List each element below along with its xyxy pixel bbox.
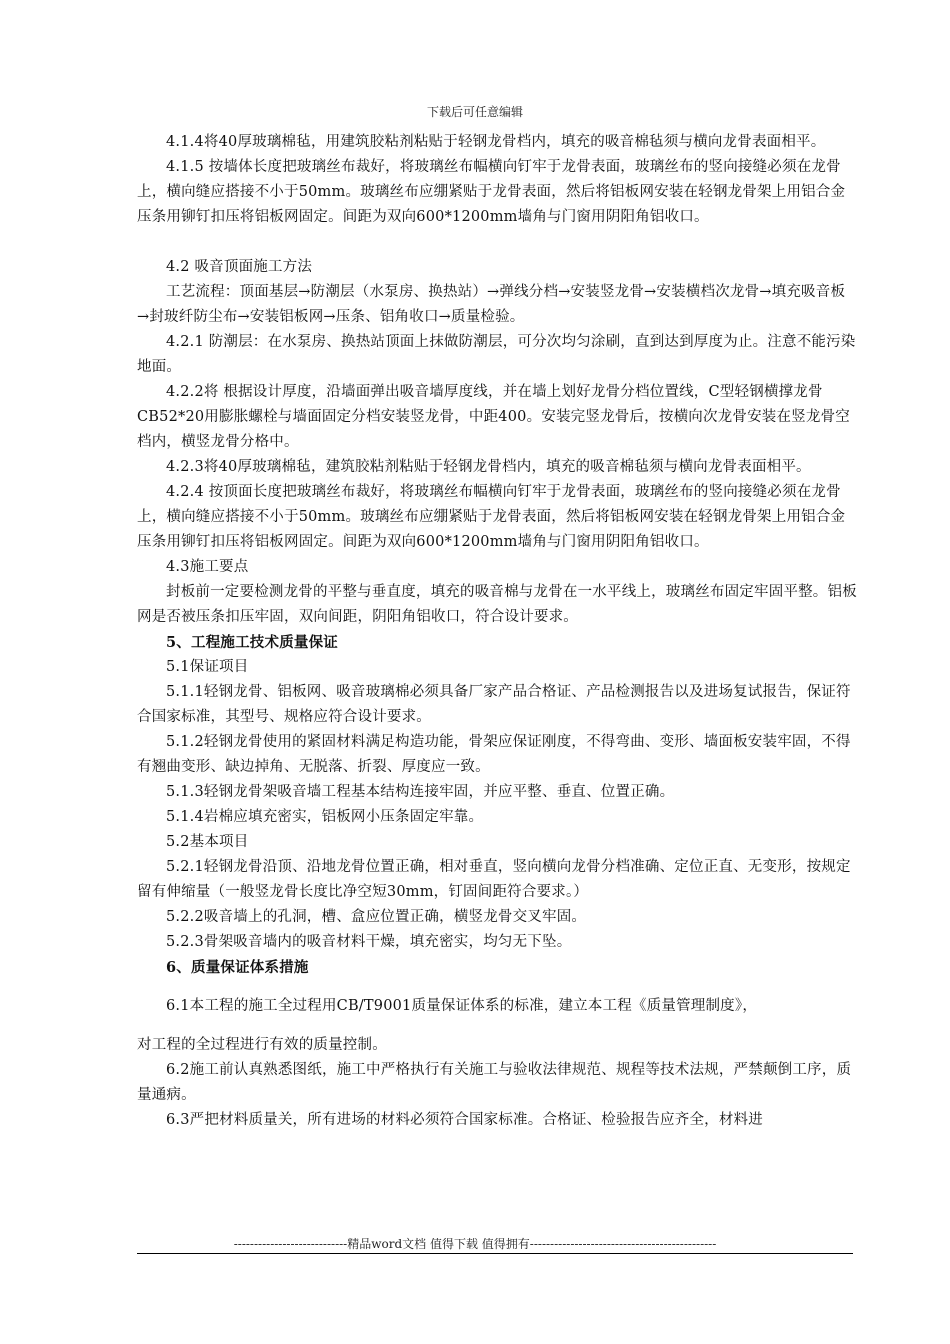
paragraph: 6.3严把材料质量关，所有进场的材料必须符合国家标准。合格证、检验报告应齐全，材料进 bbox=[166, 1112, 763, 1128]
footer-rule bbox=[137, 1253, 853, 1254]
paragraph: 4.2.4 按顶面长度把玻璃丝布裁好，将玻璃丝布幅横向钉牢于龙骨表面，玻璃丝布的竖向接缝必须在龙骨上，横向缝应搭接不小于50mm。玻璃丝布应绷紧贴于龙骨表面，然后将铝板网安装在轻钢龙骨架上用铝合金压条用铆钉扣压将铝板网固定。间距为双向600*1200mm墙角与门窗用阴阳角铝收口。 bbox=[137, 484, 846, 550]
paragraph: 5.1.2轻钢龙骨使用的紧固材料满足构造功能，骨架应保证刚度，不得弯曲、变形、墙面板安装牢固，不得有翘曲变形、缺边掉角、无脱落、折裂、厚度应一致。 bbox=[137, 734, 851, 775]
paragraph: 4.2.1 防潮层：在水泵房、换热站顶面上抹做防潮层，可分次均匀涂刷，直到达到厚度为止。注意不能污染地面。 bbox=[137, 334, 856, 375]
paragraph: 5.1.1轻钢龙骨、铝板网、吸音玻璃棉必须具备厂家产品合格证、产品检测报告以及进场复试报告，保证符合国家标准，其型号、规格应符合设计要求。 bbox=[137, 684, 851, 725]
paragraph: 4.1.4将40厚玻璃棉毡，用建筑胶粘剂粘贴于轻钢龙骨档内，填充的吸音棉毡须与横向龙骨表面相平。 bbox=[166, 134, 826, 150]
paragraph: 6.1本工程的施工全过程用CB/T9001质量保证体系的标准，建立本工程《质量管理制度》， bbox=[166, 998, 758, 1014]
page-footer-text: ----------------------------精品word文档 值得下载 值得拥有---------------------------------------------- bbox=[233, 1237, 717, 1251]
paragraph: 5.2基本项目 bbox=[166, 834, 249, 850]
paragraph: 4.3施工要点 bbox=[166, 559, 249, 575]
paragraph: 对工程的全过程进行有效的质量控制。 bbox=[137, 1037, 387, 1053]
paragraph: 6.2施工前认真熟悉图纸，施工中严格执行有关施工与验收法律规范、规程等技术法规，严禁颠倒工序，质量通病。 bbox=[137, 1062, 852, 1103]
paragraph: 封板前一定要检测龙骨的平整与垂直度，填充的吸音棉与龙骨在一水平线上，玻璃丝布固定牢固平整。铝板网是否被压条扣压牢固，双向间距，阴阳角铝收口，符合设计要求。 bbox=[137, 584, 857, 625]
paragraph: 5.1.4岩棉应填充密实，铝板网小压条固定牢靠。 bbox=[166, 809, 484, 825]
paragraph: 5.2.3骨架吸音墙内的吸音材料干燥，填充密实，均匀无下坠。 bbox=[166, 934, 572, 950]
paragraph: 工艺流程：顶面基层→防潮层（水泵房、换热站）→弹线分档→安装竖龙骨→安装横档次龙骨→填充吸音板→封玻纤防尘布→安装铝板网→压条、铝角收口→质量检验。 bbox=[137, 284, 846, 325]
paragraph: 5.1保证项目 bbox=[166, 659, 249, 675]
document-body bbox=[137, 130, 857, 1133]
paragraph: 5.2.2吸音墙上的孔洞，槽、盒应位置正确，横竖龙骨交叉牢固。 bbox=[166, 909, 587, 925]
paragraph: 4.1.5 按墙体长度把玻璃丝布裁好，将玻璃丝布幅横向钉牢于龙骨表面，玻璃丝布的竖向接缝必须在龙骨上，横向缝应搭接不小于50mm。玻璃丝布应绷紧贴于龙骨表面，然后将铝板网安装在轻钢龙骨架上用铝合金压条用铆钉扣压将铝板网固定。间距为双向600*1200mm墙角与门窗用阴阳角铝收口。 bbox=[137, 159, 846, 225]
paragraph: 4.2.3将40厚玻璃棉毡，建筑胶粘剂粘贴于轻钢龙骨档内，填充的吸音棉毡须与横向龙骨表面相平。 bbox=[166, 459, 811, 475]
section-heading: 6、质量保证体系措施 bbox=[166, 959, 309, 976]
paragraph: 4.2.2将 根据设计厚度，沿墙面弹出吸音墙厚度线，并在墙上划好龙骨分档位置线，C型轻钢横撑龙骨CB52*20用膨胀螺栓与墙面固定分档安装竖龙骨，中距400。安装完竖龙骨后，按横向次龙骨安装在竖龙骨空档内，横竖龙骨分格中。 bbox=[137, 384, 850, 450]
page-header: 下载后可任意编辑 bbox=[426, 105, 523, 119]
paragraph: 4.2 吸音顶面施工方法 bbox=[166, 259, 313, 275]
paragraph: 5.2.1轻钢龙骨沿顶、沿地龙骨位置正确，相对垂直，竖向横向龙骨分档准确、定位正直、无变形，按规定留有伸缩量（一般竖龙骨长度比净空短30mm，钉固间距符合要求。） bbox=[137, 859, 851, 900]
paragraph: 5.1.3轻钢龙骨架吸音墙工程基本结构连接牢固，并应平整、垂直、位置正确。 bbox=[166, 784, 675, 800]
section-heading: 5、工程施工技术质量保证 bbox=[166, 634, 338, 651]
